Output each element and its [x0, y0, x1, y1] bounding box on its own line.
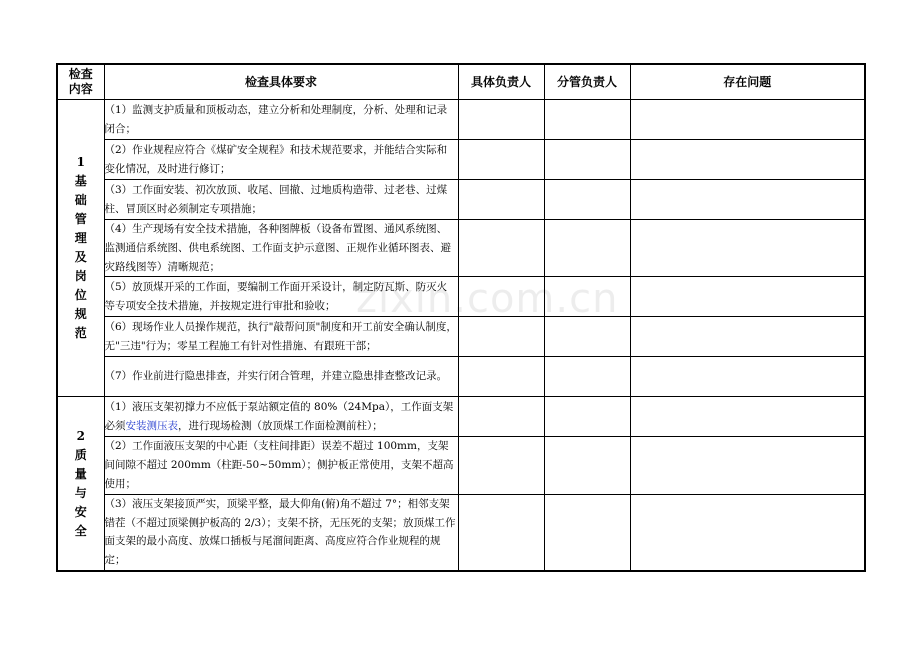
requirement-cell: （5）放顶煤开采的工作面，要编制工作面开采设计，制定防瓦斯、防灭火等专项安全技术措施，并按规定进行审批和验收； — [104, 277, 458, 317]
supervisor-cell[interactable] — [544, 397, 630, 437]
category-char: 量 — [74, 466, 87, 481]
responsible-cell[interactable] — [458, 357, 544, 397]
responsible-cell[interactable] — [458, 140, 544, 180]
problems-cell[interactable] — [630, 437, 865, 494]
table-row — [57, 220, 865, 277]
header-supervisor: 分管负责人 — [544, 64, 630, 100]
requirement-cell: （1）监测支护质量和顶板动态，建立分析和处理制度，分析、处理和记录闭合； — [104, 100, 458, 140]
watermark: zixin.com.cn — [356, 276, 619, 322]
category-char: 规 — [74, 307, 87, 322]
supervisor-cell[interactable] — [544, 357, 630, 397]
category-char: 岗 — [74, 269, 87, 284]
requirement-text: ，进行现场检测（放顶煤工作面检测前柱）； — [178, 419, 383, 432]
requirement-cell: （4）生产现场有安全技术措施，各种图牌板（设备布置图、通风系统图、监测通信系统图、供电系统图、工作面支护示意图、正规作业循环图表、避灾路线图等）清晰规范； — [104, 220, 458, 277]
problems-cell[interactable] — [630, 220, 865, 277]
responsible-cell[interactable] — [458, 317, 544, 357]
install-gauge-link[interactable]: 安装测压表 — [125, 419, 178, 432]
supervisor-cell[interactable] — [544, 494, 630, 571]
category-char: 范 — [74, 326, 87, 341]
problems-cell[interactable] — [630, 357, 865, 397]
supervisor-cell[interactable] — [544, 100, 630, 140]
category-char: 安 — [74, 504, 87, 519]
table-row — [57, 140, 865, 180]
requirement-cell — [104, 397, 458, 437]
problems-cell[interactable] — [630, 277, 865, 317]
responsible-cell[interactable] — [458, 277, 544, 317]
category-char: 理 — [74, 231, 87, 246]
header-category: 检查内容 — [57, 64, 104, 100]
table-row — [57, 317, 865, 357]
table-row — [57, 357, 865, 397]
category-cell-1 — [57, 100, 104, 397]
responsible-cell[interactable] — [458, 220, 544, 277]
problems-cell[interactable] — [630, 397, 865, 437]
header-responsible: 具体负责人 — [458, 64, 544, 100]
category-number: 2 — [76, 428, 85, 443]
table-row — [57, 397, 865, 437]
table-row — [57, 100, 865, 140]
problems-cell[interactable] — [630, 140, 865, 180]
problems-cell[interactable] — [630, 180, 865, 220]
header-problems: 存在问题 — [630, 64, 865, 100]
responsible-cell[interactable] — [458, 397, 544, 437]
category-char: 与 — [74, 485, 87, 500]
problems-cell[interactable] — [630, 317, 865, 357]
category-char: 质 — [74, 447, 87, 462]
supervisor-cell[interactable] — [544, 437, 630, 494]
responsible-cell[interactable] — [458, 180, 544, 220]
category-char: 全 — [74, 523, 87, 538]
problems-cell[interactable] — [630, 494, 865, 571]
table-row — [57, 277, 865, 317]
supervisor-cell[interactable] — [544, 140, 630, 180]
requirement-cell: （3）液压支架接顶严实，顶梁平整，最大仰角(俯)角不超过 7°；相邻支架错茬（不超过顶梁侧护板高的 2/3）；支架不挤，无压死的支架；放顶煤工作面支架的最小高度、放煤口插板与尾溜间距离、高度应符合作业规程的规定； — [104, 494, 458, 571]
table-row — [57, 180, 865, 220]
supervisor-cell[interactable] — [544, 277, 630, 317]
inspection-table — [56, 63, 866, 572]
category-char: 基 — [74, 174, 87, 189]
category-char: 及 — [74, 250, 87, 265]
table-row — [57, 494, 865, 571]
header-requirement: 检查具体要求 — [104, 64, 458, 100]
responsible-cell[interactable] — [458, 437, 544, 494]
category-number: 1 — [76, 155, 85, 170]
supervisor-cell[interactable] — [544, 220, 630, 277]
requirement-cell: （7）作业前进行隐患排查，并实行闭合管理，并建立隐患排查整改记录。 — [104, 357, 458, 397]
requirement-cell: （3）工作面安装、初次放顶、收尾、回撤、过地质构造带、过老巷、过煤柱、冒顶区时必须制定专项措施； — [104, 180, 458, 220]
requirement-cell: （2）工作面液压支架的中心距（支柱间排距）误差不超过 100mm，支架间间隙不超过 200mm（柱距-50~50mm）；侧护板正常使用，支架不超高使用； — [104, 437, 458, 494]
category-char: 管 — [74, 212, 87, 227]
category-char: 位 — [74, 288, 87, 303]
requirement-text: （1）液压支架初撑力不应低于泵站额定值的 80%（24Mpa），工作面支架必须 — [104, 401, 454, 432]
responsible-cell[interactable] — [458, 100, 544, 140]
supervisor-cell[interactable] — [544, 180, 630, 220]
category-char: 础 — [74, 193, 87, 208]
problems-cell[interactable] — [630, 100, 865, 140]
requirement-cell: （6）现场作业人员操作规范，执行"敲帮问顶"制度和开工前安全确认制度，无"三违"行为；零星工程施工有针对性措施、有跟班干部； — [104, 317, 458, 357]
category-cell-2 — [57, 397, 104, 571]
requirement-cell: （2）作业规程应符合《煤矿安全规程》和技术规范要求，并能结合实际和变化情况，及时进行修订； — [104, 140, 458, 180]
header-row — [57, 64, 865, 100]
table-row — [57, 437, 865, 494]
responsible-cell[interactable] — [458, 494, 544, 571]
supervisor-cell[interactable] — [544, 317, 630, 357]
